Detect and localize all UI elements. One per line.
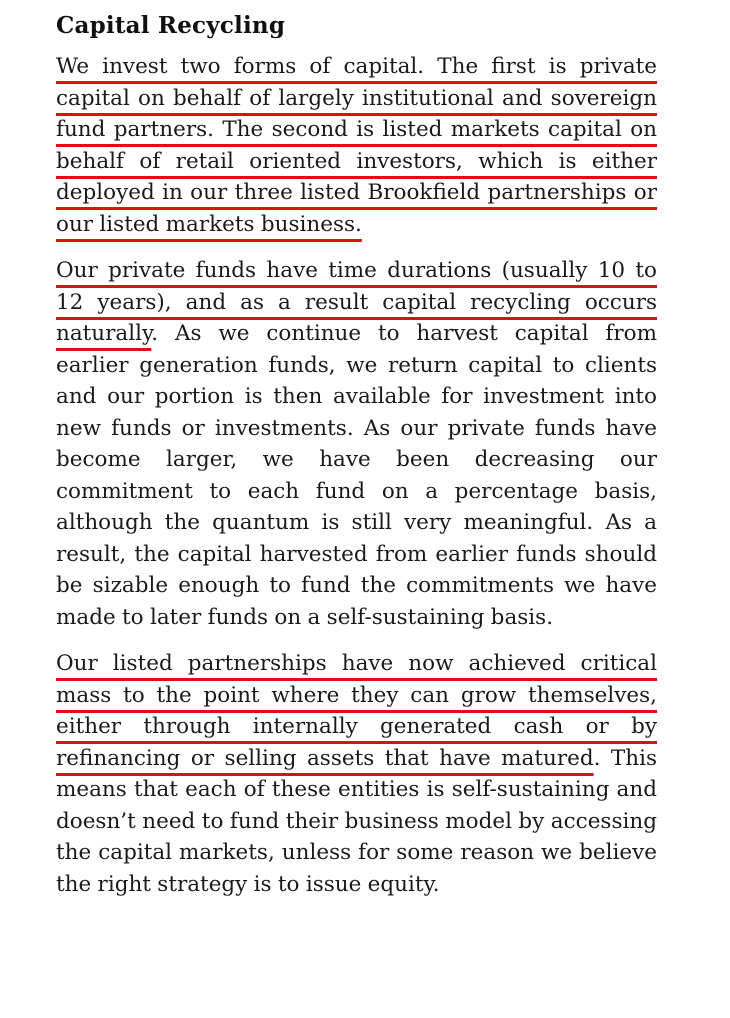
section-title: Capital Recycling [56, 12, 286, 39]
paragraph-3 [56, 648, 657, 900]
highlighted-text: Our private funds have time durations (usually 10 to 12 years), and as a result capital recycling occurs naturally [56, 258, 657, 346]
paragraph-2 [56, 255, 657, 633]
highlighted-text: Our listed partnerships have now achieved critical mass to the point where they can grow themselves, either through internally generated cash or by refinancing or selling assets that have matured [56, 651, 657, 771]
paragraph-1 [56, 51, 657, 240]
highlighted-text: We invest two forms of capital. The first is private capital on behalf of largely institutional and sovereign fund partners. The second is listed markets capital on behalf of retail oriented investors, which is either deployed in our three listed Brookfield partnerships or our listed markets business. [56, 54, 657, 237]
document-page [56, 12, 657, 915]
body-text: . As we continue to harvest capital from earlier generation funds, we return capital to clients and our portion is then available for investment into new funds or investments. As our private funds have become larger, we have been decreasing our commitment to each fund on a percentage basis, although the quantum is still very meaningful. As a result, the capital harvested from earlier funds should be sizable enough to fund the commitments we have made to later funds on a self-sustaining basis. [56, 321, 657, 630]
body-text: . This means that each of these entities is self-sustaining and doesn’t need to fund their business model by accessing the capital markets, unless for some reason we believe the right strategy is to issue equity. [56, 745, 658, 897]
